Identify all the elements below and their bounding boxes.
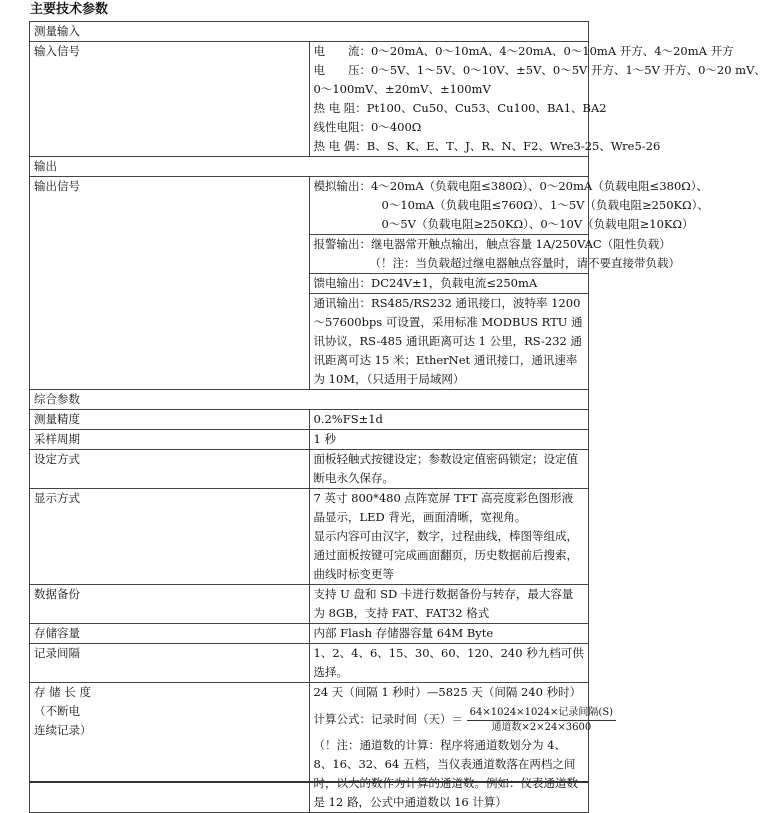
row-label: 数据备份 xyxy=(30,585,310,624)
analog-output-line: 0～10mA（负载电阻≤760Ω）、1～5V（负载电阻≥250KΩ）、 xyxy=(381,198,709,212)
analog-output-line: 0～5V（负载电阻≥250KΩ）、0～10V（负载电阻≥10KΩ） xyxy=(381,217,694,231)
table-row xyxy=(30,450,589,489)
alarm-output-line: 报警输出：继电器常开触点输出，触点容量 1A/250VAC（阻性负载） xyxy=(313,237,671,251)
input-rtd: 热 电 阻：Pt100、Cu50、Cu53、Cu100、BA1、BA2 xyxy=(313,101,607,115)
input-current: 电 流：0～20mA、0～10mA、4～20mA、0～10mA 开方、4～20mA 开方 xyxy=(313,44,734,58)
alarm-output-note: （！注：当负载超过继电器触点容量时，请不要直接带负载） xyxy=(369,256,680,270)
input-voltage: 电 压：0～5V、1～5V、0～10V、±5V、0～5V 开方、1～5V 开方、0～20 mV、 xyxy=(313,63,766,77)
channel-note: （！注：通道数的计算：程序将通道数划分为 4、8、16、32、64 五档，当仪表通道数落在两档之间时，以大的数作为计算的通道数。例如：仪表通道数是 12 路，公式中通道数以 16 计算） xyxy=(313,738,578,809)
row-label: 显示方式 xyxy=(30,489,310,585)
row-label: 输出信号 xyxy=(30,177,310,390)
row-label: 输入信号 xyxy=(30,42,310,157)
row-value xyxy=(309,177,709,390)
row-value: 内部 Flash 存储器容量 64M Byte xyxy=(309,624,589,644)
row-label: 采样周期 xyxy=(30,430,310,450)
formula-numerator: 64×1024×1024×记录间隔(S) xyxy=(467,706,616,721)
comm-output-text: 通讯输出：RS485/RS232 通讯接口，波特率 1200～57600bps 可设置，采用标准 MODBUS RTU 通讯协议，RS-485 通讯距离可达 1 公里，RS-232 通讯距离可达 15 米；EtherNet 通讯接口，通讯速率为 10M，（只适用于局域网） xyxy=(313,296,583,386)
row-label xyxy=(30,683,310,813)
feed-output-block xyxy=(310,273,589,293)
row-label: 存储容量 xyxy=(30,624,310,644)
table-row xyxy=(30,410,589,430)
row-label: 设定方式 xyxy=(30,450,310,489)
table-row xyxy=(30,585,589,624)
section-header: 输出 xyxy=(30,157,589,177)
duration-label-2: （不断电 xyxy=(34,704,80,718)
spec-table xyxy=(29,21,766,813)
section-row-output xyxy=(30,157,589,177)
row-value: 1、2、4、6、15、30、60、120、240 秒九档可供选择。 xyxy=(309,644,589,683)
section-header: 综合参数 xyxy=(30,390,589,410)
section-header: 测量输入 xyxy=(30,22,589,42)
table-row xyxy=(30,42,589,157)
table-row xyxy=(30,683,589,813)
section-row-general xyxy=(30,390,589,410)
display-desc-2: 显示内容可由汉字，数字，过程曲线，棒图等组成，通过面板按键可完成画面翻页，历史数据前后搜索，曲线时标变更等 xyxy=(313,529,578,581)
table-row xyxy=(30,430,589,450)
duration-range: 24 天（间隔 1 秒时）—5825 天（间隔 240 秒时） xyxy=(313,685,582,699)
duration-label-3: 连续记录） xyxy=(34,723,92,737)
input-linear-resistance: 线性电阻：0～400Ω xyxy=(313,120,422,134)
formula xyxy=(313,702,614,736)
row-value: 1 秒 xyxy=(309,430,589,450)
row-value xyxy=(309,42,766,157)
formula-fraction xyxy=(467,706,616,735)
row-label: 测量精度 xyxy=(30,410,310,430)
analog-output-line: 模拟输出：4～20mA（负载电阻≤380Ω）、0～20mA（负载电阻≤380Ω）、 xyxy=(313,179,709,193)
row-value: 0.2%FS±1d xyxy=(309,410,589,430)
section-row-measure-input xyxy=(30,22,589,42)
input-thermocouple: 热 电 偶：B、S、K、E、T、J、R、N、F2、Wre3-25、Wre5-26 xyxy=(313,139,661,153)
row-value: 支持 U 盘和 SD 卡进行数据备份与转存，最大容量为 8GB，支持 FAT、FAT32 格式 xyxy=(309,585,589,624)
duration-label-1: 存 储 长 度 xyxy=(34,685,91,699)
formula-prefix: 计算公式：记录时间（天）＝ xyxy=(313,712,463,726)
row-value xyxy=(309,489,589,585)
comm-output-block xyxy=(310,293,589,389)
row-value xyxy=(309,683,614,813)
row-label: 记录间隔 xyxy=(30,644,310,683)
table-row xyxy=(30,624,589,644)
input-voltage-cont: 0～100mV、±20mV、±100mV xyxy=(313,82,491,96)
display-desc-1: 7 英寸 800*480 点阵宽屏 TFT 高亮度彩色图形液晶显示，LED 背光，画面清晰，宽视角。 xyxy=(313,491,574,524)
feed-output-line: 馈电输出：DC24V±1，负载电流≤250mA xyxy=(313,276,538,290)
table-row xyxy=(30,489,589,585)
bottom-rule xyxy=(29,781,589,783)
row-value: 面板轻触式按键设定；参数设定值密码锁定；设定值断电永久保存。 xyxy=(309,450,589,489)
formula-denominator: 通道数×2×24×3600 xyxy=(491,721,592,733)
table-row xyxy=(30,644,589,683)
alarm-output-block xyxy=(310,234,680,273)
analog-output-block xyxy=(313,177,709,234)
page-title: 主要技术参数 xyxy=(30,2,109,17)
table-row xyxy=(30,177,589,390)
